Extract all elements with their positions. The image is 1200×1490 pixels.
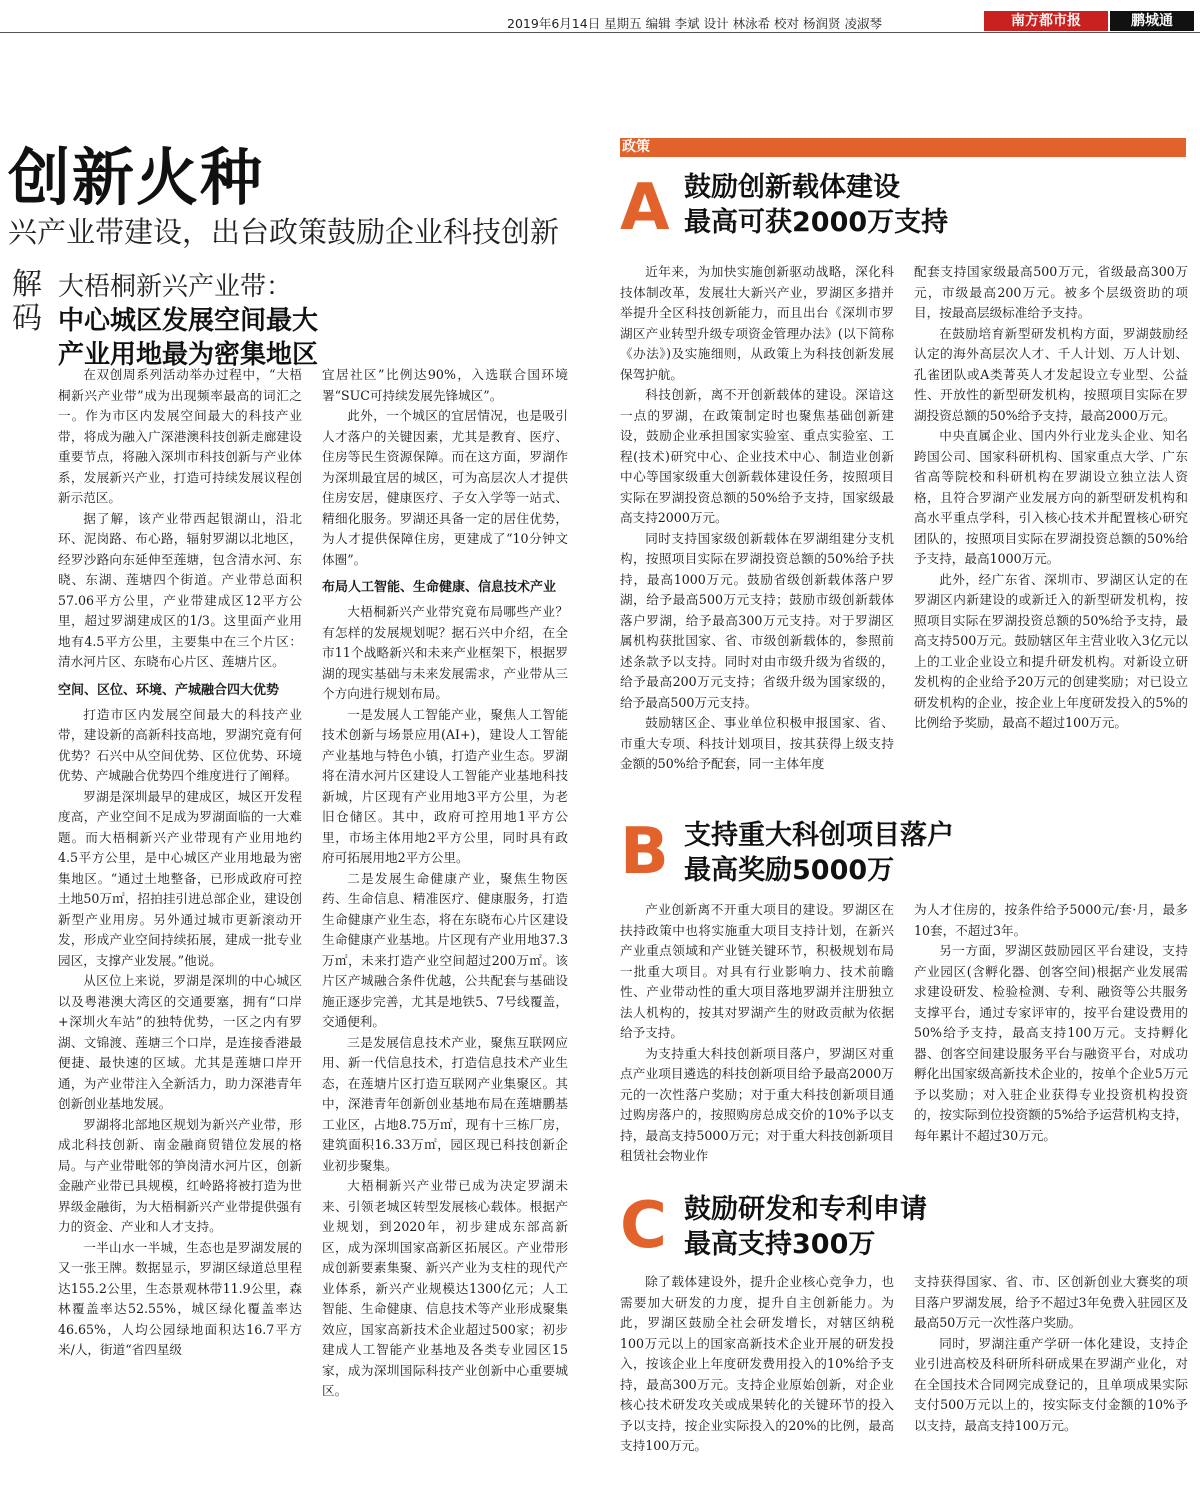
section-b-title bbox=[684, 818, 954, 888]
section-c-letter: C bbox=[620, 1189, 667, 1263]
policy-label: 政策 bbox=[622, 139, 650, 155]
paragraph: 在双创周系列活动举办过程中，“大梧桐新兴产业带”成为出现频率最高的词汇之一。作为市区内发展空间最大的科技产业带，将成为融入广深港澳科技创新走廊建设重要节点，将融入深圳市科技创新与产业体系，发展新兴产业，打造可持续发展议程创新示范区。 bbox=[58, 367, 302, 505]
subheading: 布局人工智能、生命健康、信息技术产业 bbox=[322, 580, 557, 595]
header-info: 2019年6月14日 星期五 编辑 李斌 设计 林泳希 校对 杨润贤 凌淑琴 bbox=[507, 16, 882, 31]
paragraph: 罗湖是深圳最早的建成区，城区开发程度高，产业空间不足成为罗湖面临的一大难题。而大梧桐新兴产业带现有产业用地约4.5平方公里，是中心城区产业用地最为密集地区。“通过土地整备，已形成政府可控土地50万㎡，招拍挂引进总部企业，建设创新型产业用房。另外通过城市更新滚动开发，形成产业空间持续拓展，建成一批专业园区，支撑产业发展。”他说。 bbox=[58, 788, 302, 968]
article-column-1 bbox=[58, 365, 302, 1361]
section-logo: 鹏城通 bbox=[1110, 11, 1194, 31]
paragraph: 科技创新，离不开创新载体的建设。深谙这一点的罗湖，在政策制定时也聚焦基础创新建设，鼓励企业承担国家实验室、重点实验室、工程(技术)研究中心、企业技术中心、制造业创新中心等国家级重大创新载体建设任务，按照项目实际在罗湖投资总额的50%给予支持，国家级最高支持2000万元。 bbox=[620, 387, 894, 525]
paragraph: 支持获得国家、省、市、区创新创业大赛奖的项目落户罗湖发展，给予不超过3年免费入驻园区及最高50万元一次性落户奖励。 bbox=[914, 1274, 1188, 1330]
section-c-title bbox=[684, 1192, 927, 1262]
section-a-title-line2: 最高可获2000万支持 bbox=[684, 207, 949, 238]
paragraph: 从区位上来说，罗湖是深圳的中心城区以及粤港澳大湾区的交通要塞，拥有“口岸+深圳火车站”的独特优势，一区之内有罗湖、文锦渡、莲塘三个口岸，是连接香港最便捷、最快速的区域。尤其是莲塘口岸开通，为产业带注入全新活力，助力深港青年创新创业基地发展。 bbox=[58, 973, 302, 1111]
paragraph: 据了解，该产业带西起银湖山，沿北环、泥岗路、布心路，辐射罗湖以北地区，经罗沙路向东延伸至莲塘，包含清水河、东晓、东湖、莲塘四个街道。产业带总面积57.06平方公里，产业带建成区12平方公里，超过罗湖建成区的1/3。这里面产业用地有4.5平方公里，主要集中在三个片区：清水河片区、东晓布心片区、莲塘片区。 bbox=[58, 510, 302, 669]
paragraph: 此外，一个城区的宜居情况，也是吸引人才落户的关键因素，尤其是教育、医疗、住房等民生资源保障。而在这方面，罗湖作为深圳最宜居的城区，可为高层次人才提供住房安居，健康医疗、子女入学等一站式、精细化服务。罗湖还具备一定的居住优势，为人才提供保障住房，更建成了“10分钟文体圈”。 bbox=[322, 408, 568, 567]
paragraph: 打造市区内发展空间最大的科技产业带，建设新的高新科技高地，罗湖究竟有何优势？石兴中从空间优势、区位优势、环境优势、产城融合优势四个维度进行了阐释。 bbox=[58, 706, 302, 783]
paragraph: 同时支持国家级创新载体在罗湖组建分支机构，按照项目实际在罗湖投资总额的50%给予扶持，最高1000万元。鼓励省级创新载体落户罗湖，给予最高500万元支持；鼓励市级创新载体落户罗湖，给予最高300万元支持。对于罗湖区属机构获批国家、省、市级创新载体的，参照前述条款予以支持。同时对由市级升级为省级的，给予最高200万元支持；省级升级为国家级的，给予最高500万元支持。 bbox=[620, 530, 894, 710]
section-a-column-2 bbox=[914, 262, 1188, 734]
paragraph: 中央直属企业、国内外行业龙头企业、知名跨国公司、国家科研机构、国家重点大学、广东省高等院校和科研机构在罗湖设立独立法人资格，且符合罗湖产业发展方向的新型研发机构和高水平重点学科，引入核心技术并配置核心研究团队的，按照项目实际在罗湖投资总额的50%给予支持，最高1000万元。 bbox=[914, 428, 1188, 566]
page-subtitle: 兴产业带建设，出台政策鼓励企业科技创新 bbox=[8, 215, 560, 249]
section-b-column-2 bbox=[914, 900, 1188, 1146]
article-column-2 bbox=[322, 365, 568, 1402]
paragraph: 大梧桐新兴产业带究竟布局哪些产业？有怎样的发展规划呢？据石兴中介绍，在全市11个战略新兴和未来产业框架下，根据罗湖的现实基础与未来发展需求，产业带从三个方向进行规划布局。 bbox=[322, 604, 568, 701]
section-b-letter: B bbox=[620, 815, 669, 889]
page-header bbox=[0, 0, 1200, 32]
section-a-title bbox=[684, 170, 948, 240]
section-c-column-2 bbox=[914, 1272, 1188, 1436]
paragraph: 鼓励辖区企、事业单位积极申报国家、省、市重大专项、科技计划项目，按其获得上级支持金额的50%给予配套，同一主体年度 bbox=[620, 715, 894, 771]
paragraph: 三是发展信息技术产业，聚焦互联网应用、新一代信息技术，打造信息技术产业生态，在莲塘片区打造互联网产业集聚区。其中，深港青年创新创业基地布局在莲塘鹏基工业区，占地8.75万㎡，现有十三栋厂房，建筑面积16.33万㎡，园区现已科技创新企业初步聚集。 bbox=[322, 1034, 568, 1173]
section-c-title-line1: 鼓励研发和专利申请 bbox=[684, 1194, 927, 1225]
policy-bar bbox=[620, 138, 1186, 157]
page-title: 创新火种 bbox=[8, 141, 265, 214]
section-headline-line1: 大梧桐新兴产业带： bbox=[58, 272, 293, 302]
paragraph: 另一方面，罗湖区鼓励园区平台建设，支持产业园区(含孵化器、创客空间)根据产业发展需求建设研发、检验检测、专利、融资等公共服务支撑平台，通过专家评审的，按平台建设费用的50%给予支持，最高支持100万元。支持孵化器、创客空间建设服务平台与融资平台，对成功孵化出国家级高新技术企业的，按单个企业5万元予以奖励；对入驻企业获得专业投资机构投资的，按实际到位投资额的5%给予运营机构支持，每年累计不超过30万元。 bbox=[914, 943, 1188, 1143]
section-b-column-1 bbox=[620, 900, 894, 1167]
paragraph: 宜居社区”比例达90%，入选联合国环境署“SUC可持续发展先锋城区”。 bbox=[322, 367, 568, 403]
subheading: 空间、区位、环境、产城融合四大优势 bbox=[58, 682, 280, 698]
paragraph: 除了载体建设外，提升企业核心竞争力，也需要加大研发的力度，提升自主创新能力。为此，罗湖区鼓励全社会研发增长，对辖区纳税100万元以上的国家高新技术企业开展的研发投入，按该企业上年度研发费用投入的10%给予支持，最高300万元。支持企业原始创新，对企业核心技术研发攻关或成果转化的关键环节的投入予以支持，按企业实际投入的20%的比例，最高支持100万元。 bbox=[620, 1274, 894, 1453]
section-a-letter: A bbox=[620, 171, 670, 245]
section-a-title-line1: 鼓励创新载体建设 bbox=[684, 172, 900, 203]
section-b-title-line1: 支持重大科创项目落户 bbox=[684, 820, 954, 851]
paragraph: 一是发展人工智能产业，聚焦人工智能技术创新与场景应用(AI+)，建设人工智能产业基地与特色小镇，打造产业生态。罗湖将在清水河片区建设人工智能产业基地科技新城，片区现有产业用地3平方公里，为老旧仓储区。其中，政府可控用地1平方公里，市场主体用地2平方公里，同时具有政府可拓展用地2平方公里。 bbox=[322, 706, 568, 865]
section-headline-line3: 产业用地最为密集地区 bbox=[58, 340, 319, 370]
section-c-column-1 bbox=[620, 1272, 894, 1457]
jiema-label: 解码 bbox=[12, 267, 42, 336]
paragraph: 二是发展生命健康产业，聚焦生物医药、生命信息、精准医疗、健康服务，打造生命健康产业生态，将在东晓布心片区建设生命健康产业基地。片区现有产业用地37.3万㎡，未来打造产业空间超过200万㎡。该片区产城融合条件优越，公共配套与基础设施正逐步完善，尤其是地铁5、7号线覆盖，交通便利。 bbox=[322, 870, 568, 1029]
header-divider bbox=[0, 32, 1200, 33]
section-headline-line2: 中心城区发展空间最大 bbox=[58, 306, 319, 336]
section-headline bbox=[58, 270, 318, 372]
paragraph: 大梧桐新兴产业带已成为决定罗湖未来、引领老城区转型发展核心载体。根据产业规划，到2020年，初步建成东部高新区，成为深圳国家高新区拓展区。产业带形成创新要素集聚、新兴产业为支柱的现代产业体系，新兴产业规模达1300亿元；人工智能、生命健康、信息技术等产业形成聚集效应，国家高新技术企业超过500家；初步建成人工智能产业基地及各类专业园区15家，成为深圳国际科技产业创新中心重要城区。 bbox=[322, 1178, 568, 1398]
section-a-column-1 bbox=[620, 262, 894, 775]
paragraph: 同时，罗湖注重产学研一体化建设，支持企业引进高校及科研所科研成果在罗湖产业化，对在全国技术合同网完成登记的，且单项成果实际支付500万元以上的，按实际支付金额的10%予以支持，最高支持100万元。 bbox=[914, 1335, 1188, 1433]
paragraph: 配套支持国家级最高500万元，省级最高300万元，市级最高200万元。被多个层级资助的项目，按最高层级标准给予支持。 bbox=[914, 264, 1188, 320]
paragraph: 一半山水一半城，生态也是罗湖发展的又一张王牌。数据显示，罗湖区绿道总里程达155.2公里，生态景观林带11.9公里，森林覆盖率达52.55%，城区绿化覆盖率达46.65%，人均公园绿地面积达16.7平方米/人，街道“省四星级 bbox=[58, 1239, 302, 1357]
paragraph: 近年来，为加快实施创新驱动战略，深化科技体制改革，发展壮大新兴产业，罗湖区多措并举提升全区科技创新能力，而且出台《深圳市罗湖区产业转型升级专项资金管理办法》(以下简称《办法》)及实施细则，从政策上为科技创新发展保驾护航。 bbox=[620, 264, 894, 382]
paragraph: 为支持重大科技创新项目落户，罗湖区对重点产业项目遴选的科技创新项目给予最高2000万元的一次性落户奖励；对于重大科技创新项目通过购房落户的，按照购房总成交价的10%予以支持，最高支持5000万元；对于重大科技创新项目租赁社会物业作 bbox=[620, 1045, 894, 1163]
newspaper-logo: 南方都市报 bbox=[984, 11, 1108, 31]
section-c-title-line2: 最高支持300万 bbox=[684, 1229, 876, 1260]
paragraph: 罗湖将北部地区规划为新兴产业带，形成北科技创新、南金融商贸错位发展的格局。与产业带毗邻的笋岗清水河片区，创新金融产业带已具规模，红岭路将被打造为世界级金融街，为大梧桐新兴产业带提供强有力的资金、产业和人才支持。 bbox=[58, 1116, 302, 1234]
paragraph: 产业创新离不开重大项目的建设。罗湖区在扶持政策中也将实施重大项目支持计划，在新兴产业重点领域和产业链关键环节，积极规划布局一批重大项目。对具有行业影响力、技术前瞻性、产业带动性的重大项目落地罗湖并注册独立法人机构的，按其对罗湖产生的财政贡献为依据给予支持。 bbox=[620, 902, 894, 1040]
paragraph: 此外，经广东省、深圳市、罗湖区认定的在罗湖区内新建设的或新迁入的新型研发机构，按照项目实际在罗湖投资总额的50%给予支持，最高支持500万元。鼓励辖区年主营业收入3亿元以上的工业企业设立和提升研发机构。对新设立研发机构的企业给予20万元的创建奖励；对已设立研发机构的企业，按企业上年度研发投入的5%的比例给予奖励，最高不超过100万元。 bbox=[914, 571, 1188, 730]
section-b-title-line2: 最高奖励5000万 bbox=[684, 855, 895, 886]
paragraph: 为人才住房的，按条件给予5000元/套·月，最多10套，不超过3年。 bbox=[914, 902, 1188, 938]
paragraph: 在鼓励培育新型研发机构方面，罗湖鼓励经认定的海外高层次人才、千人计划、万人计划、孔雀团队或A类菁英人才发起设立专业型、公益性、开放性的新型研发机构，按照项目实际在罗湖投资总额的50%给予支持，最高2000万元。 bbox=[914, 325, 1188, 423]
